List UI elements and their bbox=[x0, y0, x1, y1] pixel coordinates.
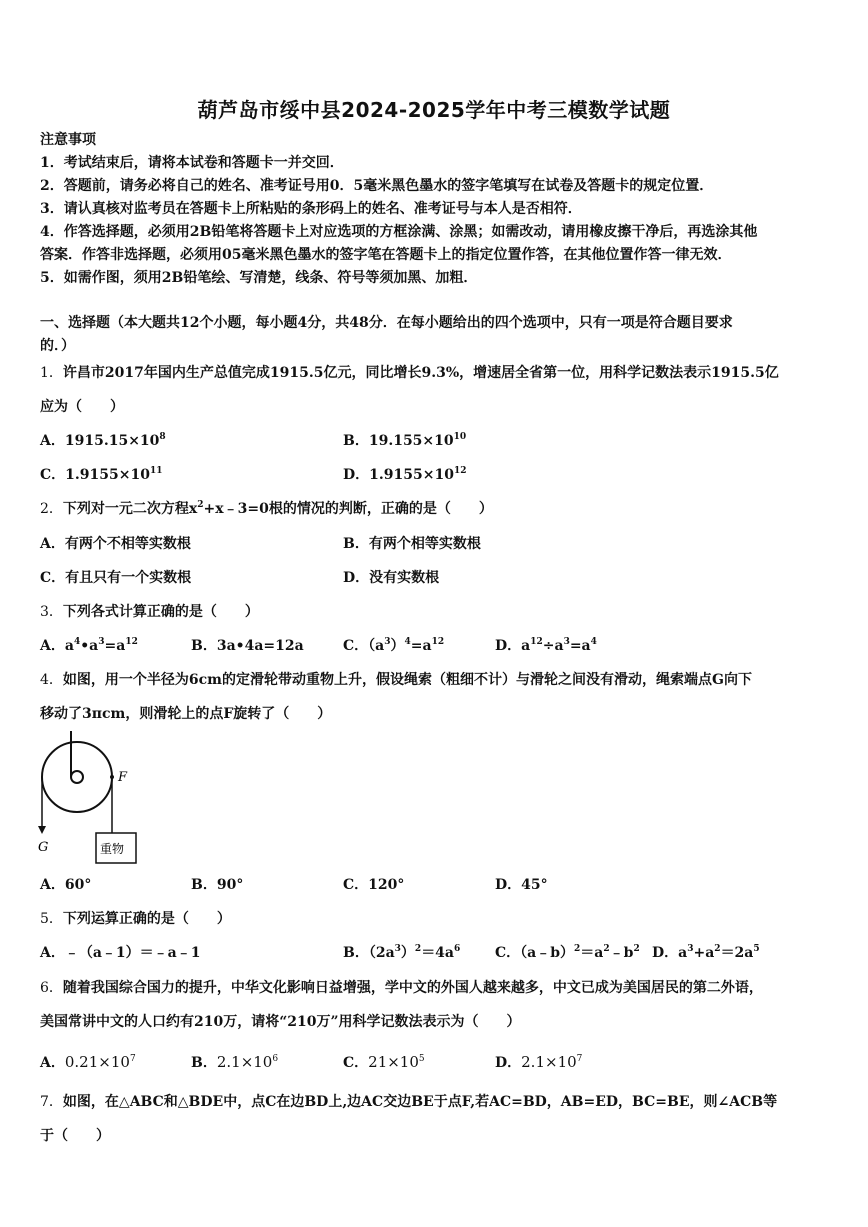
question-text: 下列运算正确的是（ ） bbox=[62, 911, 231, 927]
q2-option-a[interactable]: A．有两个不相等实数根 bbox=[40, 536, 191, 552]
section-heading-cont: 的．） bbox=[40, 338, 75, 354]
question-text: 许昌市2017年国内生产总值完成1915.5亿元，同比增长9.3%，增速居全省第一位，用科学记数法表示1915.5亿 bbox=[62, 365, 779, 381]
option-label: D． bbox=[343, 467, 370, 483]
q1-option-b[interactable] bbox=[343, 432, 466, 450]
option-term: =a bbox=[569, 638, 591, 654]
q4-option-a[interactable]: A．60° bbox=[40, 877, 92, 893]
q4-option-d[interactable]: D．45° bbox=[495, 877, 548, 893]
option-exponent: 6 bbox=[454, 944, 461, 954]
question-2 bbox=[40, 500, 493, 518]
option-exponent: 4 bbox=[404, 637, 411, 647]
option-label: A． bbox=[40, 1055, 65, 1071]
option-label: B． bbox=[191, 1055, 217, 1071]
option-term: a bbox=[678, 945, 688, 961]
option-exponent: 3 bbox=[98, 637, 105, 647]
page-title: 葫芦岛市绥中县2024-2025学年中考三模数学试题 bbox=[197, 98, 671, 122]
option-base: 1.9155×10 bbox=[65, 467, 150, 483]
q6-option-c[interactable] bbox=[343, 1053, 425, 1072]
option-label: C． bbox=[343, 1055, 369, 1071]
question-number: 2． bbox=[40, 501, 63, 517]
q5-option-b[interactable] bbox=[343, 944, 460, 962]
pulley-wheel bbox=[42, 742, 112, 812]
point-f-dot bbox=[110, 775, 114, 779]
option-label: A． bbox=[40, 433, 65, 449]
option-label: C． bbox=[495, 945, 521, 961]
option-exponent: 12 bbox=[453, 466, 467, 476]
exponent: 2 bbox=[197, 500, 204, 510]
option-term: •a bbox=[80, 638, 99, 654]
q4-option-b[interactable]: B．90° bbox=[191, 877, 244, 893]
pulley-diagram bbox=[38, 731, 148, 867]
note-item: 2．答题前，请务必将自己的姓名、准考证号用0．5毫米黑色墨水的签字笔填写在试卷及答题卡的规定位置． bbox=[40, 178, 714, 194]
option-label: D． bbox=[495, 638, 522, 654]
question-text: 随着我国综合国力的提升，中华文化影响日益增强，学中文的外国人越来越多，中文已成为美国居民的第二外语， bbox=[62, 980, 763, 996]
q4-option-c[interactable]: C．120° bbox=[343, 877, 405, 893]
note-item: 1．考试结束后，请将本试卷和答题卡一并交回． bbox=[40, 155, 344, 171]
question-5 bbox=[40, 910, 231, 928]
option-exponent: 12 bbox=[431, 637, 445, 647]
q2-option-d[interactable]: D．没有实数根 bbox=[343, 570, 440, 586]
question-7-cont: 于（ ） bbox=[40, 1128, 110, 1144]
option-exponent: 2 bbox=[574, 944, 581, 954]
option-label: B． bbox=[343, 945, 369, 961]
question-6-cont: 美国常讲中文的人口约有210万，请将“210万”用科学记数法表示为（ ） bbox=[40, 1014, 521, 1030]
question-text: 如图，在△ABC和△BDE中，点C在边BD上,边AC交边BE于点F,若AC=BD，AB=ED，BC=BE，则∠ACB等 bbox=[62, 1094, 778, 1110]
option-label: D． bbox=[652, 945, 679, 961]
option-base: 1915.15×10 bbox=[64, 433, 160, 449]
option-exponent: 12 bbox=[530, 637, 543, 647]
notes-heading: 注意事项 bbox=[40, 132, 96, 148]
option-term: （a﹣b） bbox=[520, 945, 575, 961]
option-label: D． bbox=[495, 1055, 522, 1071]
question-number: 1． bbox=[40, 365, 63, 381]
note-item: 答案．作答非选择题，必须用05毫米黑色墨水的签字笔在答题卡上的指定位置作答，在其他位置作答一律无效． bbox=[40, 247, 732, 263]
question-number: 4． bbox=[40, 672, 63, 688]
q5-option-a[interactable]: A．﹣（a﹣1）＝﹣a﹣1 bbox=[40, 945, 201, 961]
option-exponent: 3 bbox=[384, 637, 391, 647]
option-exponent: 5 bbox=[418, 1054, 425, 1064]
q6-option-b[interactable] bbox=[191, 1053, 278, 1072]
pulley-figure bbox=[38, 731, 148, 871]
option-exponent: 10 bbox=[453, 432, 467, 442]
section-heading: 一、选择题（本大题共12个小题，每小题4分，共48分．在每小题给出的四个选项中，只有一项是符合题目要求 bbox=[40, 315, 733, 331]
option-term: ÷a bbox=[542, 638, 564, 654]
q1-option-c[interactable] bbox=[40, 466, 162, 484]
question-text: 如图，用一个半径为6cm的定滑轮带动重物上升，假设绳索（粗细不计）与滑轮之间没有滑动，绳索端点G向下 bbox=[62, 672, 752, 688]
option-label: A． bbox=[40, 638, 65, 654]
question-6 bbox=[40, 979, 763, 997]
q3-option-c[interactable] bbox=[343, 637, 444, 655]
pulley-axle bbox=[71, 771, 83, 783]
question-7 bbox=[40, 1093, 777, 1111]
option-term: +a bbox=[693, 945, 715, 961]
note-item: 4．作答选择题，必须用2B铅笔将答题卡上对应选项的方框涂满、涂黑；如需改动，请用橡皮擦干净后，再选涂其他 bbox=[40, 224, 758, 240]
option-label: C． bbox=[343, 638, 369, 654]
option-base: 19.155×10 bbox=[368, 433, 454, 449]
question-number: 7． bbox=[40, 1094, 63, 1110]
option-exponent: 5 bbox=[753, 944, 760, 954]
option-term: ＝4a bbox=[421, 945, 454, 961]
option-term: ） bbox=[390, 638, 405, 654]
arrow-down-icon bbox=[38, 826, 46, 834]
option-exponent: 2 bbox=[633, 944, 640, 954]
option-base: 1.9155×10 bbox=[369, 467, 454, 483]
option-term: ＝a bbox=[580, 945, 604, 961]
option-label: C． bbox=[40, 467, 66, 483]
question-1-cont: 应为（ ） bbox=[40, 399, 124, 415]
weight-label: 重物 bbox=[100, 842, 125, 856]
option-term: ＝2a bbox=[720, 945, 754, 961]
point-f-label: F bbox=[118, 770, 128, 785]
question-text: 下列对一元二次方程x bbox=[62, 501, 198, 517]
option-exponent: 4 bbox=[73, 637, 81, 647]
q2-option-c[interactable]: C．有且只有一个实数根 bbox=[40, 570, 192, 586]
option-exponent: 3 bbox=[687, 944, 694, 954]
question-text: +x﹣3=0根的情况的判断，正确的是（ ） bbox=[203, 501, 493, 517]
option-exponent: 11 bbox=[149, 466, 163, 476]
q3-option-a[interactable] bbox=[40, 637, 138, 655]
question-1 bbox=[40, 364, 779, 382]
question-number: 3． bbox=[40, 604, 63, 620]
option-exponent: 2 bbox=[714, 944, 721, 954]
q6-option-a[interactable] bbox=[40, 1053, 136, 1072]
option-base: 2.1×10 bbox=[216, 1053, 273, 1071]
option-exponent: 7 bbox=[576, 1054, 583, 1064]
option-term: a bbox=[521, 638, 531, 654]
question-number: 6． bbox=[40, 980, 63, 996]
q3-option-b[interactable] bbox=[191, 637, 304, 655]
note-item: 3．请认真核对监考员在答题卡上所粘贴的条形码上的姓名、准考证号与本人是否相符． bbox=[40, 201, 582, 217]
option-text: 3a•4a=12a bbox=[216, 638, 304, 654]
question-4-cont: 移动了3πcm，则滑轮上的点F旋转了（ ） bbox=[40, 706, 332, 722]
option-exponent: 4 bbox=[590, 637, 597, 647]
option-exponent: 3 bbox=[394, 944, 401, 954]
point-g-label: G bbox=[38, 840, 49, 855]
note-item: 5．如需作图，须用2B铅笔绘、写清楚，线条、符号等须加黑、加粗． bbox=[40, 270, 478, 286]
option-base: 0.21×10 bbox=[64, 1053, 130, 1071]
question-4 bbox=[40, 671, 752, 689]
q6-option-d[interactable] bbox=[495, 1053, 582, 1072]
option-exponent: 2 bbox=[603, 944, 610, 954]
option-label: B． bbox=[343, 433, 369, 449]
option-term: a bbox=[64, 638, 74, 654]
q5-option-c[interactable] bbox=[495, 944, 640, 962]
q5-option-d[interactable] bbox=[652, 944, 760, 962]
option-term: （2a bbox=[368, 945, 395, 961]
option-exponent: 3 bbox=[563, 637, 570, 647]
option-exponent: 12 bbox=[125, 637, 138, 647]
option-label: B． bbox=[191, 638, 217, 654]
q1-option-d[interactable] bbox=[343, 466, 466, 484]
q1-option-a[interactable] bbox=[40, 432, 166, 450]
question-number: 5． bbox=[40, 911, 63, 927]
option-term: ﹣b bbox=[609, 945, 634, 961]
question-text: 下列各式计算正确的是（ ） bbox=[62, 604, 259, 620]
q2-option-b[interactable]: B．有两个相等实数根 bbox=[343, 536, 481, 552]
option-term: ） bbox=[400, 945, 415, 961]
question-3 bbox=[40, 603, 259, 621]
option-term: （a bbox=[368, 638, 385, 654]
option-base: 2.1×10 bbox=[521, 1053, 577, 1071]
option-term: =a bbox=[410, 638, 432, 654]
q3-option-d[interactable] bbox=[495, 637, 597, 655]
option-term: =a bbox=[104, 638, 126, 654]
option-exponent: 6 bbox=[272, 1054, 279, 1064]
option-exponent: 2 bbox=[414, 944, 422, 954]
option-exponent: 7 bbox=[129, 1054, 136, 1064]
option-exponent: 8 bbox=[159, 432, 166, 442]
option-base: 21×10 bbox=[368, 1053, 419, 1071]
